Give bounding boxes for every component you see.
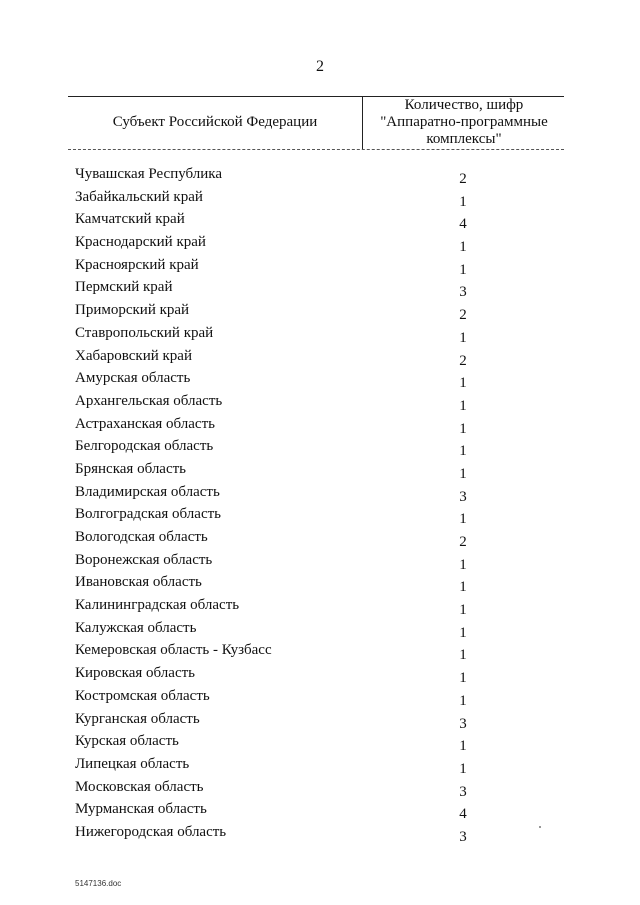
complex-count: 3 [459, 783, 467, 800]
complex-count: 1 [459, 261, 467, 278]
table-body [0, 166, 640, 847]
table-row [0, 711, 640, 734]
complex-count: 3 [459, 488, 467, 505]
table-row [0, 642, 640, 665]
complex-count: 1 [459, 511, 467, 528]
region-name: Курганская область [75, 710, 200, 727]
complex-count: 1 [459, 239, 467, 256]
table-row [0, 189, 640, 212]
page-number: 2 [316, 58, 324, 75]
complex-count: 1 [459, 465, 467, 482]
table-row [0, 484, 640, 507]
region-name: Хабаровский край [75, 347, 192, 364]
table-row [0, 756, 640, 779]
complex-count: 1 [459, 556, 467, 573]
table-row [0, 461, 640, 484]
table-row [0, 574, 640, 597]
region-name: Владимирская область [75, 483, 220, 500]
complex-count: 2 [459, 352, 467, 369]
complex-count: 1 [459, 738, 467, 755]
region-name: Забайкальский край [75, 188, 203, 205]
table-row [0, 393, 640, 416]
table-row [0, 416, 640, 439]
header-count-line-3: комплексы" [426, 131, 502, 147]
region-name: Красноярский край [75, 256, 199, 273]
table-row [0, 620, 640, 643]
complex-count: 1 [459, 329, 467, 346]
table-row [0, 529, 640, 552]
table-row [0, 234, 640, 257]
region-name: Кемеровская область - Кузбасс [75, 642, 272, 659]
table-row [0, 824, 640, 847]
complex-count: 1 [459, 670, 467, 687]
region-name: Калининградская область [75, 597, 240, 614]
table-row [0, 325, 640, 348]
region-name: Амурская область [75, 370, 191, 387]
table-row [0, 552, 640, 575]
complex-count: 1 [459, 647, 467, 664]
region-name: Воронежская область [75, 551, 213, 568]
table-row [0, 801, 640, 824]
complex-count: 2 [459, 534, 467, 550]
table-row [0, 733, 640, 756]
complex-count: 2 [459, 171, 467, 187]
region-name: Вологодская область [75, 529, 208, 545]
complex-count: 1 [459, 602, 467, 619]
table-row [0, 438, 640, 461]
complex-count: 1 [459, 579, 467, 596]
complex-count: 3 [459, 715, 467, 732]
region-name: Костромская область [75, 687, 210, 704]
header-count-line-2: "Аппаратно-программные [380, 114, 548, 130]
region-name: Краснодарский край [75, 234, 206, 251]
region-name: Архангельская область [75, 392, 223, 409]
complex-count: 1 [459, 692, 467, 709]
footer-file-name: 5147136.doc [75, 879, 122, 888]
region-name: Московская область [75, 778, 204, 795]
table-header-bottom-rule [68, 149, 564, 150]
complex-count: 4 [459, 806, 467, 823]
region-name: Волгоградская область [75, 506, 221, 523]
region-name: Ставропольский край [75, 324, 214, 341]
table-row [0, 166, 640, 189]
region-name: Брянская область [75, 460, 187, 477]
header-subject: Субъект Российской Федерации [112, 114, 318, 130]
region-name: Нижегородская область [75, 823, 227, 840]
table-row [0, 597, 640, 620]
table-row [0, 370, 640, 393]
table-row [0, 257, 640, 280]
region-name: Пермский край [75, 279, 173, 296]
table-row [0, 348, 640, 371]
complex-count: 1 [459, 624, 467, 641]
complex-count: 1 [459, 375, 467, 392]
region-name: Калужская область [75, 619, 197, 636]
scan-speck [539, 826, 541, 828]
complex-count: 4 [459, 216, 467, 233]
complex-count: 3 [459, 828, 467, 845]
complex-count: 1 [459, 420, 467, 437]
table-row [0, 665, 640, 688]
region-name: Чувашская Республика [75, 166, 223, 182]
region-name: Липецкая область [75, 755, 190, 772]
table-row [0, 688, 640, 711]
region-name: Астраханская область [75, 415, 215, 432]
table-row [0, 779, 640, 802]
region-name: Ивановская область [75, 574, 202, 591]
complex-count: 1 [459, 760, 467, 777]
header-count [364, 97, 564, 148]
complex-count: 1 [459, 443, 467, 460]
table-row [0, 279, 640, 302]
region-name: Приморский край [75, 302, 190, 319]
header-count-line-1: Количество, шифр [404, 97, 524, 113]
complex-count: 1 [459, 397, 467, 414]
region-name: Кировская область [75, 665, 196, 682]
table-row [0, 506, 640, 529]
complex-count: 1 [459, 193, 467, 210]
complex-count: 3 [459, 284, 467, 301]
region-name: Мурманская область [75, 801, 207, 818]
table-row [0, 211, 640, 234]
region-name: Белгородская область [75, 438, 214, 455]
complex-count: 2 [459, 307, 467, 324]
header-column-divider [362, 96, 363, 150]
region-name: Курская область [75, 733, 179, 750]
region-name: Камчатский край [75, 211, 185, 228]
table-row [0, 302, 640, 325]
